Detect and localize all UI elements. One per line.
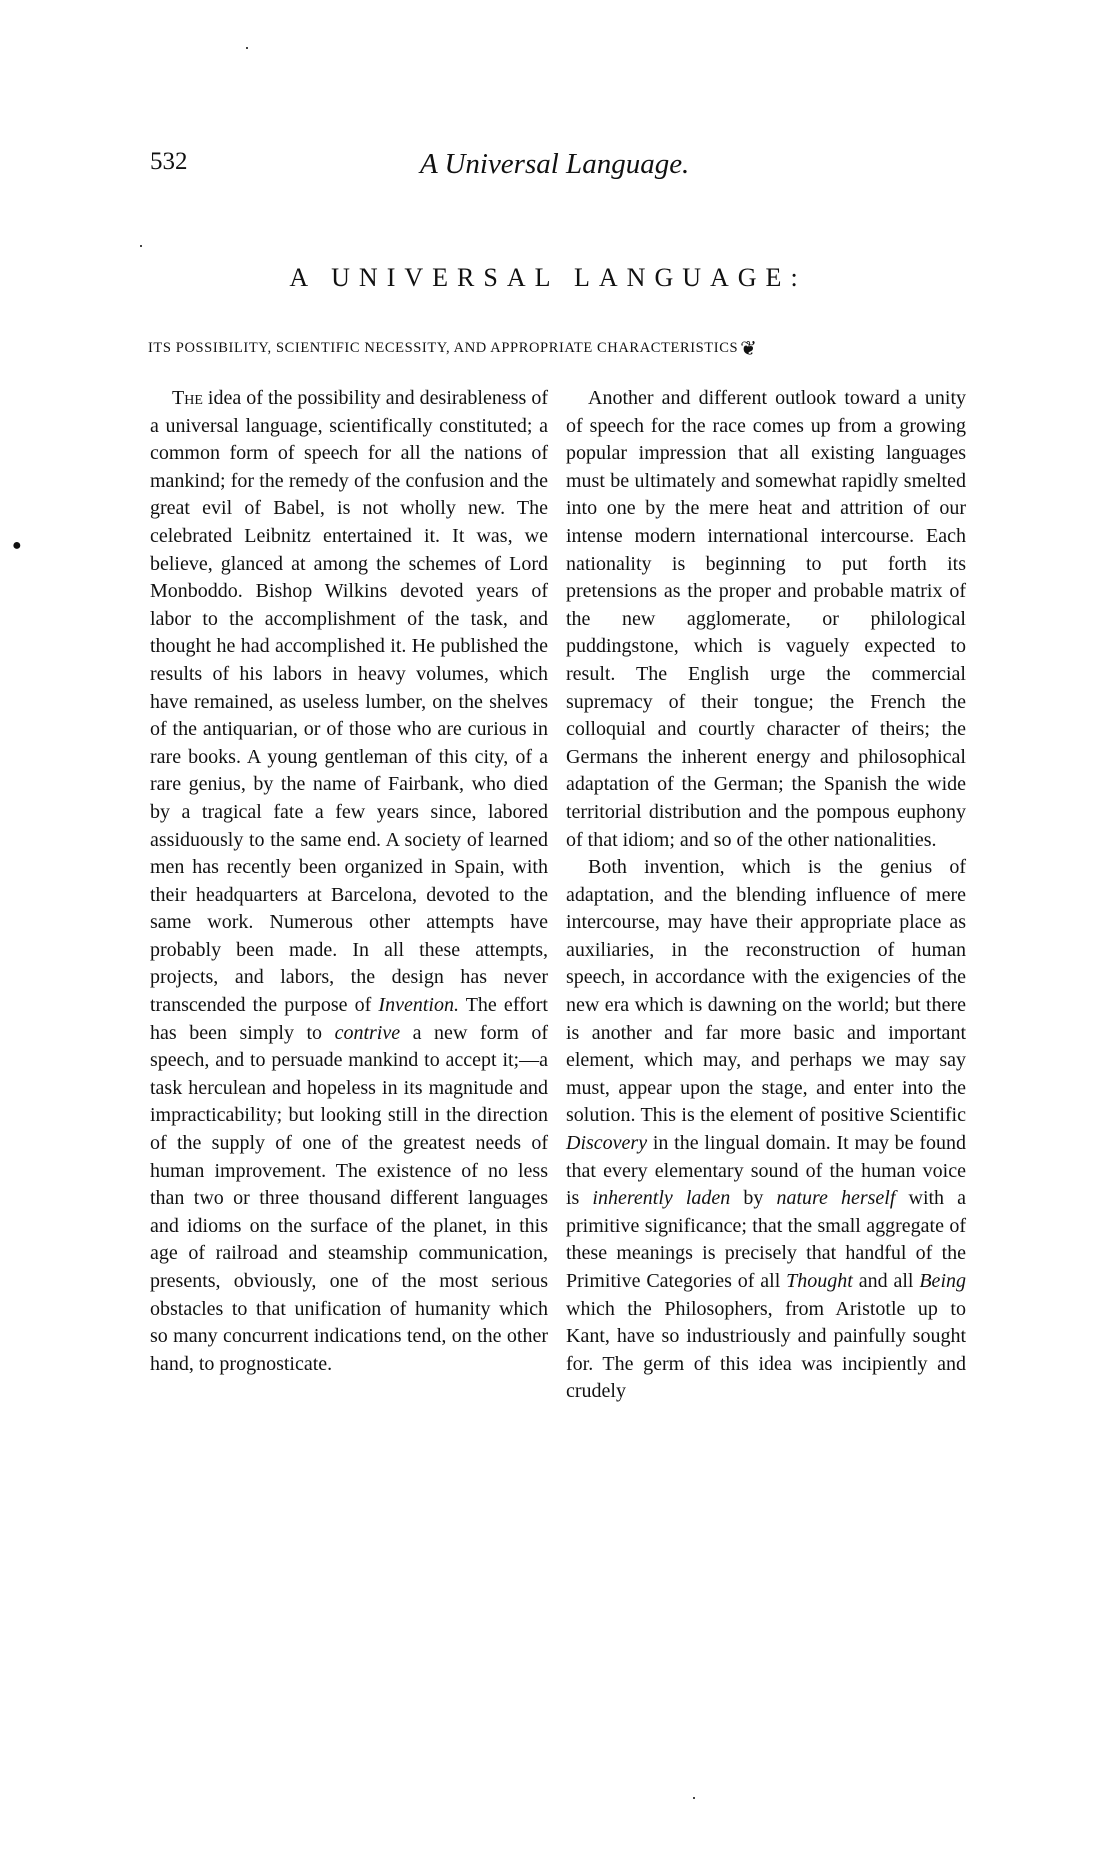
running-head bbox=[150, 148, 950, 188]
italic-invention: Invention. bbox=[378, 994, 459, 1017]
text-run: in the lingual domain. It may be found that every elementary sound of the human voice is bbox=[566, 1132, 966, 1210]
scan-speck bbox=[246, 47, 248, 49]
right-column bbox=[566, 385, 966, 1406]
right-paragraph-2 bbox=[566, 854, 966, 1406]
left-column bbox=[150, 385, 548, 1378]
text-run: a new form of speech, and to persuade mankind to accept it;—a task herculean and hopeless in its magnitude and impracticability; but looking still in the direction of the supply of one of the greatest needs of human improvement. The existence of no less than two or three thousand different languages and idioms on the surface of the planet, in this age of railroad and steamship communication, presents, obviously, one of the most serious obstacles to that unification of humanity which so many concurrent indications tend, on the other hand, to prognosticate. bbox=[150, 1021, 548, 1375]
fleuron-icon: ❦ bbox=[740, 338, 758, 360]
article-title: A UNIVERSAL LANGUAGE: bbox=[289, 263, 807, 292]
italic-being: Being bbox=[919, 1270, 966, 1292]
subtitle-text: ITS POSSIBILITY, SCIENTIFIC NECESSITY, AND APPROPRIATE CHARACTERISTICS bbox=[148, 340, 739, 356]
left-paragraph-1 bbox=[150, 385, 548, 1378]
italic-discovery: Discovery bbox=[566, 1132, 648, 1155]
text-run: idea of the possibility and desirableness of a universal language, scientifically constituted; a common form of speech for all the nations of mankind; for the remedy of the confusion and the great evil of Babel, is not wholly new. The celebrated Leibnitz entertained it. It was, we believe, glanced at among the schemes of Lord Monboddo. Bishop Wilkins devoted years of labor to the accomplishment of the task, and thought he had accomplished it. He published the results of his labors in heavy volumes, which have remained, as useless lumber, on the shelves of the antiquarian, or of those who are curious in rare books. A young gentleman of this city, of a rare genius, by the name of Fairbank, who died by a tragical fate a few years since, labored assiduously to the same end. A society of learned men has recently been organized in Spain, with their headquarters at Barcelona, devoted to the same work. Numerous other attempts have probably been made. In all these attempts, projects, and labors, the design has never transcended the purpose of bbox=[150, 387, 548, 1017]
text-run: Both invention, which is the genius of adaptation, and the blending influence of mere intercourse, may have their appropriate place as auxiliaries, in the reconstruction of human speech, in accordance with the exigencies of the new era which is dawning on the world; but there is another and far more basic and important element, which may, and perhaps we may say must, appear upon the stage, and enter into the solution. This is the element of positive Scientific bbox=[566, 856, 966, 1127]
margin-mark: ● bbox=[12, 537, 22, 554]
italic-inherently-laden: inherently laden bbox=[592, 1187, 731, 1210]
italic-contrive: contrive bbox=[334, 1021, 401, 1044]
page-number: 532 bbox=[150, 148, 188, 175]
text-run: and all bbox=[852, 1270, 920, 1292]
right-paragraph-1: Another and different outlook toward a unity of speech for the race comes up from a growing popular impression that all existing languages must be ultimately and somewhat rapidly smelted into one by the mere heat and attrition of our intense modern international intercourse. Each nationality is beginning to put forth its pretensions as the proper and probable matrix of the new agglomerate, or philological puddingstone, which is vaguely expected to result. The English urge the commercial supremacy of their tongue; the French the colloquial and courtly character of theirs; the Germans the inherent energy and philosophical adaptation of the German; the Spanish the wide territorial distribution and the pompous euphony of that idiom; and so of the other nationalities. bbox=[566, 387, 966, 851]
scan-speck bbox=[140, 245, 142, 247]
italic-nature-herself: nature herself bbox=[776, 1187, 896, 1210]
text-run: The effort has been simply to bbox=[150, 994, 548, 1044]
running-title: A Universal Language. bbox=[420, 148, 690, 180]
text-run: by bbox=[730, 1187, 777, 1210]
text-run: which the Philosophers, from Aristotle up to Kant, have so industriously and painfully sought for. The germ of this idea was incipiently and crudely bbox=[566, 1297, 966, 1403]
scan-speck bbox=[693, 1797, 695, 1799]
drop-word: The bbox=[172, 387, 203, 409]
italic-thought: Thought bbox=[786, 1270, 853, 1292]
article-subtitle bbox=[148, 336, 988, 361]
text-run: with a primitive significance; that the small aggregate of these meanings is precisely that handful of the Primitive Categories of all bbox=[566, 1187, 967, 1292]
